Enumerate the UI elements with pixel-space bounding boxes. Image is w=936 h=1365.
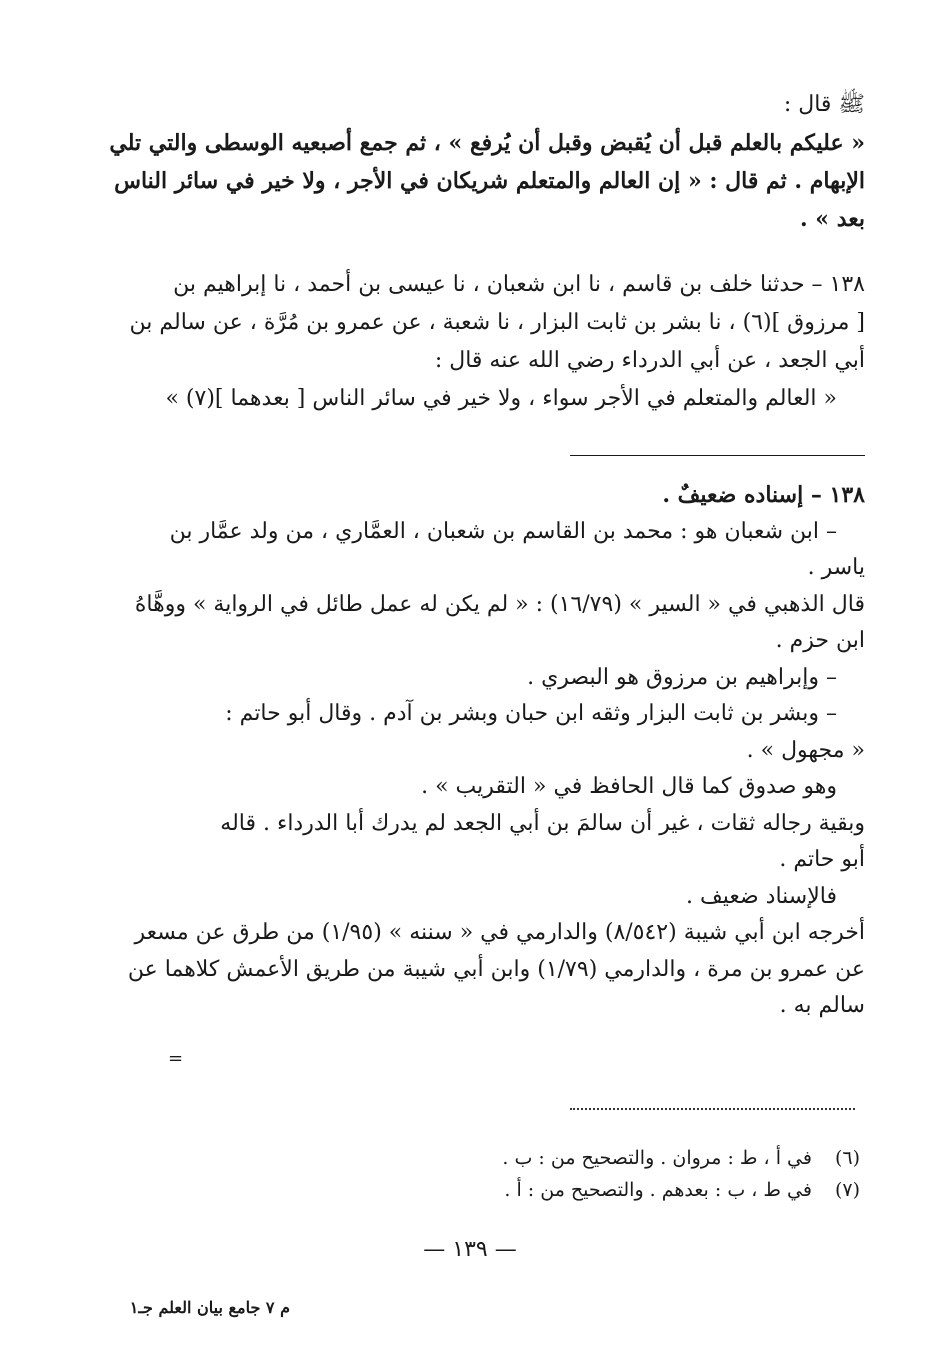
text-line: « مجهول » . — [746, 737, 865, 763]
footnote-separator — [570, 1108, 855, 1118]
hadith-137-ending — [109, 86, 865, 238]
text-line: [ مرزوق ](٦) ، نا بشر بن ثابت البزار ، نا شعبة ، عن عمرو بن مُرَّة ، عن سالم بن — [129, 310, 865, 335]
text-line: « العالم والمتعلم في الأجر سواء ، ولا خير في سائر الناس [ بعدهما ](٧) » — [165, 386, 837, 411]
continuation-mark: = — [168, 1048, 184, 1069]
text-line: – ابن شعبان هو : محمد بن القاسم بن شعبان ، العمَّاري ، من ولد عمَّار بن — [169, 518, 837, 544]
text-line: ﷺ قال : — [783, 92, 865, 117]
footnote-text: في أ ، ط : مروان . والتصحيح من : ب . — [502, 1147, 812, 1169]
text-line: وهو صدوق كما قال الحافظ في « التقريب » . — [421, 774, 837, 799]
text-line: ابن حزم . — [775, 628, 865, 653]
section-divider — [570, 455, 865, 456]
text-line: سالم به . — [779, 993, 865, 1018]
text-line: أبي الجعد ، عن أبي الدرداء رضي الله عنه قال : — [434, 348, 865, 373]
footnote-number: (٦) — [834, 1147, 860, 1169]
footnote-text: في ط ، ب : بعدهم . والتصحيح من : أ . — [504, 1179, 812, 1201]
text-line: فالإسناد ضعيف . — [685, 883, 837, 909]
text-line: « عليكم بالعلم قبل أن يُقبض وقبل أن يُرفع » ، ثم جمع أصبعيه الوسطى والتي تلي — [109, 130, 865, 156]
text-line: الإبهام . ثم قال : « إن العالم والمتعلم شريكان في الأجر ، ولا خير في سائر الناس — [114, 168, 865, 194]
commentary-section — [127, 477, 865, 1025]
text-line: ياسر . — [807, 555, 865, 580]
text-line: أبو حاتم . — [779, 847, 865, 872]
footnote-number: (٧) — [834, 1179, 860, 1201]
text-line: أخرجه ابن أبي شيبة (٨/٥٤٢) والدارمي في « سننه » (١/٩٥) من طرق عن مسعر — [134, 920, 865, 945]
hadith-138 — [129, 266, 865, 418]
footnotes — [400, 1142, 860, 1206]
footnote-item — [400, 1174, 860, 1206]
text-line: – وبشر بن ثابت البزار وثقه ابن حبان وبشر بن آدم . وقال أبو حاتم : — [225, 701, 837, 726]
commentary-heading: ١٣٨ – إسناده ضعيفٌ . — [662, 482, 865, 508]
page-number: — ١٣٩ — — [423, 1237, 517, 1262]
text-line: – وإبراهيم بن مرزوق هو البصري . — [527, 664, 837, 690]
text-line: ١٣٨ – حدثنا خلف بن قاسم ، نا ابن شعبان ، نا عيسى بن أحمد ، نا إبراهيم بن — [173, 272, 865, 297]
footnote-item — [400, 1142, 860, 1174]
text-line: قال الذهبي في « السير » (١٦/٧٩) : « لم يكن له عمل طائل في الرواية » ووهَّاهُ — [134, 591, 865, 617]
text-line: بعد » . — [799, 206, 865, 232]
printer-signature: م ٧ جامع بيان العلم جـ١ — [129, 1298, 290, 1317]
text-line: وبقية رجاله ثقات ، غير أن سالمَ بن أبي الجعد لم يدرك أبا الدرداء . قاله — [220, 810, 865, 836]
text-line: عن عمرو بن مرة ، والدارمي (١/٧٩) وابن أبي شيبة من طريق الأعمش كلاهما عن — [127, 956, 865, 982]
